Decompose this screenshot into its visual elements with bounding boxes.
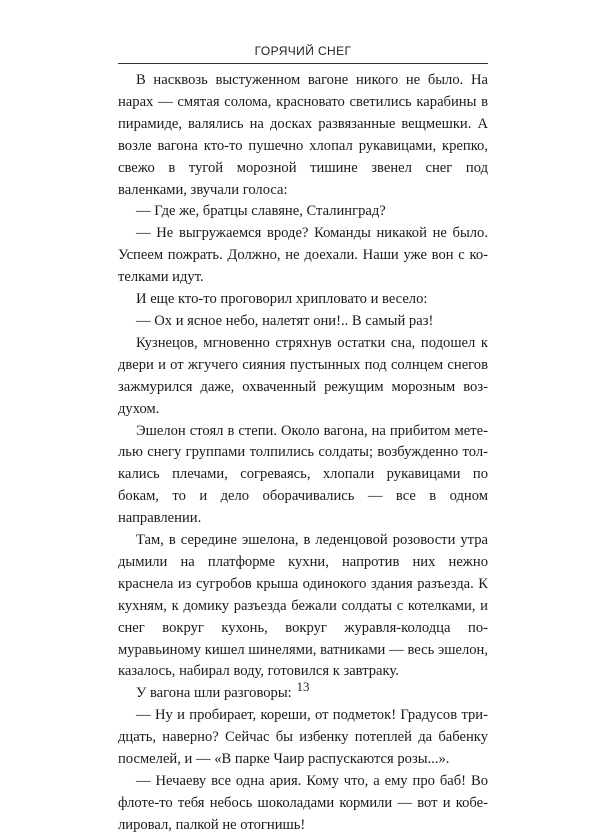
paragraph: — Ох и ясное небо, налетят они!.. В самый раз!: [136, 312, 434, 329]
paragraph: — Нечаеву все одна ария. Кому что, а ему про баб! Во флоте-то тебя небось шоколадами кормили — вот и кобелировал, палкой не отогнишь!: [118, 773, 488, 833]
paragraph: У вагона шли разговоры:: [136, 685, 292, 702]
paragraph: — Ну и пробирает, кореши, от подметок! Градусов тридцать, наверно? Сейчас бы избенку потеплей да бабенку посмелей, и — «В парке Чаир распускаются розы...».: [118, 707, 488, 768]
paragraph: И еще кто-то проговорил хрипловато и весело:: [136, 291, 428, 308]
paragraph: — Где же, братцы славяне, Сталинград?: [136, 203, 386, 220]
page-number: 13: [296, 679, 310, 694]
paragraph: Кузнецов, мгновенно стряхнув остатки сна, подошел к двери и от жгучего сияния пустынных под солнцем снегов зажмурился даже, охваченный режущим морозным воздухом.: [118, 334, 488, 417]
paragraph: — Не выгружаемся вроде? Команды никакой не было. Успеем пожрать. Должно, не доехали. Наши уже вон с котелками идут.: [118, 225, 488, 286]
text-block: [118, 70, 488, 837]
header-rule: [118, 63, 488, 64]
paragraph: Эшелон стоял в степи. Около вагона, на прибитом метелью снегу группами толпились солдаты; возбужденно толкались плечами, согреваясь, хлопали рукавицами по бокам, то и дело оборачивались — все в одном направлении.: [118, 422, 488, 527]
paragraph: Там, в середине эшелона, в леденцовой розовости утра дымили на платформе кухни, напротив них нежно краснела из сугробов крыша одинокого здания разъезда. К кухням, к домику разъезда бежали солдаты с котелками, и снег вокруг кухонь, вокруг журавля-колодца по-муравьиному кишел шинелями, ватниками — весь эшелон, казалось, набирал воду, готовился к завтраку.: [118, 532, 488, 680]
paragraph: В насквозь выстуженном вагоне никого не было. На нарах — смятая солома, красновато светились карабины в пирамиде, валялись на досках развязанные вещмешки. А возле вагона кто-то пушечно хлопал рукавицами, крепко, свежо в тугой морозной тишине звенел снег под валенками, звучали голоса:: [118, 72, 488, 198]
running-head-title: ГОРЯЧИЙ СНЕГ: [254, 44, 352, 58]
